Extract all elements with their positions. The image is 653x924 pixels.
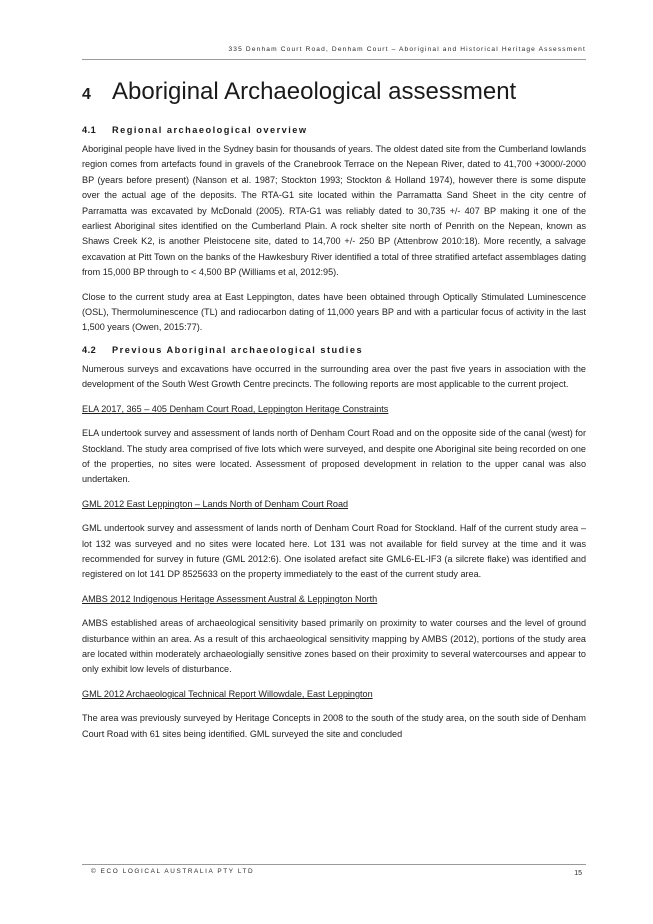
section-title: Previous Aboriginal archaeological studies [112, 344, 364, 355]
footer-company: © ECO LOGICAL AUSTRALIA PTY LTD [91, 868, 255, 875]
paragraph: Aboriginal people have lived in the Sydney basin for thousands of years. The oldest dated site from the Cumberland lowlands region comes from artefacts found in gravels of the Cranebrook Terrace on the Nepean River, dated to 41,700 +3000/-2000 BP (years before present) (Nanson et al. 1987; Stockton 1993; Stockton & Holland 1974), however there is some dispute over the actual age of the deposits. The RTA-G1 site located within the Parramatta Sand Sheet in the city centre of Parramatta was excavated by McDonald (2005). RTA-G1 was reliably dated to 30,735 +/- 407 BP making it one of the earliest Aboriginal sites identified on the Cumberland Plain. A rock shelter site north of Penrith on the Nepean, known as Shaws Creek K2, is another Pleistocene site, dated to 14,700 +/- 250 BP (Attenbrow 2010:18). More recently, a salvage excavation at Pitt Town on the banks of the Hawkesbury River identified a total of three stratified artefact assemblages dating from 15,000 BP through to < 4,500 BP (Williams et al, 2012:95). [82, 144, 586, 278]
paragraph: ELA undertook survey and assessment of lands north of Denham Court Road and on the opposite side of the canal (west) for Stockland. The study area comprised of five lots which were surveyed, and despite one Aboriginal site being recorded on one of the properties, no sites were located. Assessment of proposed development in relation to the upper canal was also undertaken. [82, 428, 586, 485]
paragraph: The area was previously surveyed by Heritage Concepts in 2008 to the south of the study area, on the south side of Denham Court Road with 61 sites being identified. GML surveyed the site and concluded [82, 713, 586, 739]
paragraph: GML undertook survey and assessment of lands north of Denham Court Road for Stockland. Half of the current study area – lot 132 was surveyed and no sites were located here. Lot 131 was not available for field survey at the time and it was recommended for survey in future (GML 2012:6). One isolated arefact site GML6-EL-IF3 (a silcrete flake) was identified and registered on lot 141 DP 8525633 on the property immediately to the east of the current study area. [82, 523, 586, 580]
paragraph: AMBS established areas of archaeological sensitivity based primarily on proximity to water courses and the level of ground disturbance within an area. As a result of this archaeological sensitivity mapping by AMBS (2012), portions of the study area are located within moderately archaeologially sensitive zones based on their proximity to several watercourses and appear to only exhibit low levels of disturbance. [82, 618, 586, 675]
running-header: 335 Denham Court Road, Denham Court – Aboriginal and Historical Heritage Assessment [228, 46, 586, 53]
chapter-title: Aboriginal Archaeological assessment [112, 78, 517, 105]
section-heading-4-1 [82, 125, 586, 135]
chapter-heading [82, 78, 586, 106]
section-number: 4.1 [82, 125, 97, 135]
header-divider [82, 59, 586, 60]
section-number: 4.2 [82, 344, 97, 355]
section-title: Regional archaeological overview [112, 125, 308, 135]
page-number: 15 [574, 870, 582, 877]
chapter-number: 4 [82, 86, 91, 103]
paragraph: Close to the current study area at East Leppington, dates have been obtained through Optically Stimulated Luminescence (OSL), Thermoluminescence (TL) and radiocarbon dating of 11,000 years BP and with a particular focus of activity in the last 1,500 years (Owen, 2015:77). [82, 291, 586, 333]
study-heading: ELA 2017, 365 – 405 Denham Court Road, Leppington Heritage Constraints [82, 403, 389, 414]
paragraph: Numerous surveys and excavations have occurred in the surrounding area over the past five years in association with the development of the South West Growth Centre precincts. The following reports are most applicable to the current project. [82, 363, 586, 390]
section-heading-4-2 [82, 345, 586, 355]
study-heading: GML 2012 Archaeological Technical Report Willowdale, East Leppington [82, 688, 373, 699]
study-heading: GML 2012 East Leppington – Lands North of Denham Court Road [82, 498, 349, 509]
footer-divider [82, 864, 586, 865]
study-heading: AMBS 2012 Indigenous Heritage Assessment Austral & Leppington North [82, 593, 378, 604]
page-content [82, 78, 586, 751]
